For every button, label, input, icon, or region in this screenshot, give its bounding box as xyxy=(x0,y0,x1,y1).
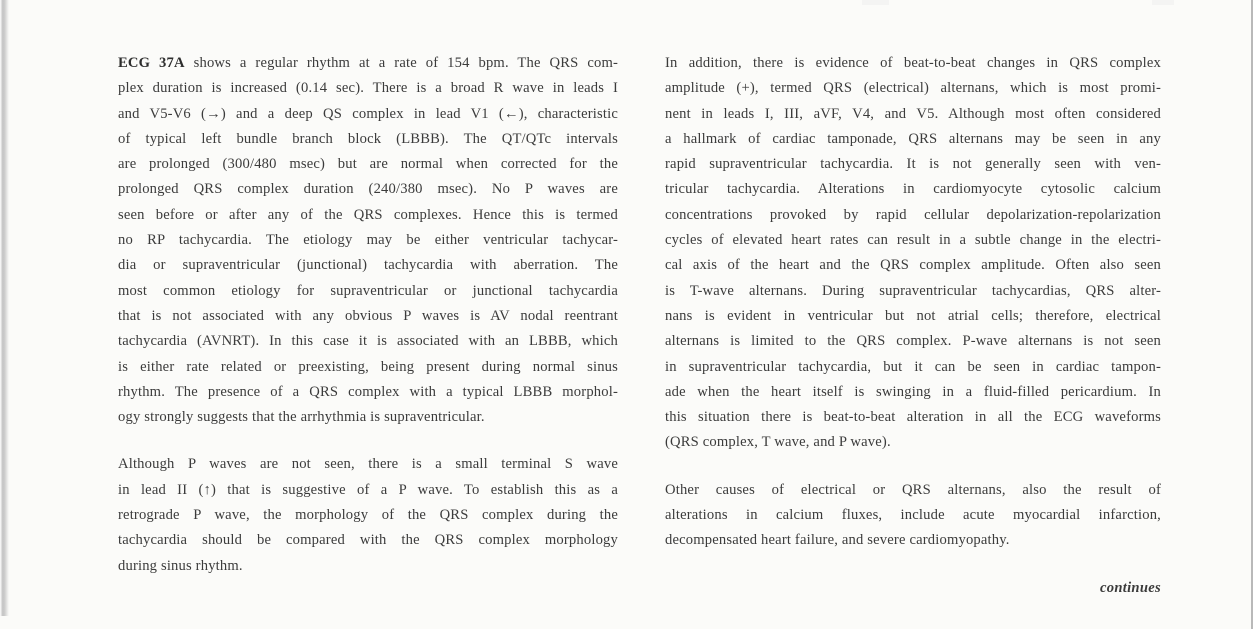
text-line: alternans is limited to the QRS complex. P-wave alternans is not seen xyxy=(665,333,1161,350)
text-line: and V5-V6 (→) and a deep QS complex in lead V1 (←), characteristic xyxy=(118,105,618,122)
text-line: concentrations provoked by rapid cellular depolarization-repolarization xyxy=(665,206,1161,223)
text-line: is T-wave alternans. During supraventricular tachycardias, QRS alter- xyxy=(665,282,1161,299)
text-column-left xyxy=(118,51,618,601)
scan-artifact-mark xyxy=(1152,0,1174,5)
text-line: ECG 37A shows a regular rhythm at a rate of 154 bpm. The QRS com- xyxy=(118,55,619,71)
text-column-right xyxy=(665,51,1161,601)
text-line: seen before or after any of the QRS complexes. Hence this is termed xyxy=(118,206,618,223)
text-line: tachycardia should be compared with the QRS complex morphology xyxy=(118,532,618,549)
text-line: that is not associated with any obvious P waves is AV nodal reentrant xyxy=(118,307,618,324)
text-line: a hallmark of cardiac tamponade, QRS alternans may be seen in any xyxy=(665,130,1161,147)
text-line: is either rate related or preexisting, being present during normal sinus xyxy=(118,358,618,375)
scan-artifact-mark xyxy=(862,0,889,5)
text-line: prolonged QRS complex duration (240/380 msec). No P waves are xyxy=(118,181,618,198)
text-line: rhythm. The presence of a QRS complex with a typical LBBB morphol- xyxy=(118,383,618,400)
text-line: nans is evident in ventricular but not atrial cells; therefore, electrical xyxy=(665,307,1161,324)
text-line: In addition, there is evidence of beat-to-beat changes in QRS complex xyxy=(665,55,1161,71)
text-line: dia or supraventricular (junctional) tachycardia with aberration. The xyxy=(118,257,618,274)
text-line: this situation there is beat-to-beat alteration in all the ECG waveforms xyxy=(665,409,1161,426)
text-line: alterations in calcium fluxes, include acute myocardial infarction, xyxy=(665,507,1161,524)
text-line: amplitude (+), termed QRS (electrical) alternans, which is most promi- xyxy=(665,80,1161,97)
text-line: tricular tachycardia. Alterations in cardiomyocyte cytosolic calcium xyxy=(665,181,1161,198)
text-line: in lead II (↑) that is suggestive of a P wave. To establish this as a xyxy=(118,481,618,498)
text-line: in supraventricular tachycardia, but it can be seen in cardiac tampon- xyxy=(665,358,1161,375)
paragraph xyxy=(118,51,618,430)
text-line: tachycardia (AVNRT). In this case it is associated with an LBBB, which xyxy=(118,333,618,350)
text-line: decompensated heart failure, and severe cardiomyopathy. xyxy=(665,532,1010,549)
paragraph xyxy=(118,452,618,578)
text-line: Other causes of electrical or QRS alternans, also the result of xyxy=(665,481,1161,498)
text-line: are prolonged (300/480 msec) but are normal when corrected for the xyxy=(118,156,618,173)
text-line: nent in leads I, III, aVF, V4, and V5. Although most often considered xyxy=(665,105,1161,122)
text-line: rapid supraventricular tachycardia. It is not generally seen with ven- xyxy=(665,156,1161,173)
text-line: no RP tachycardia. The etiology may be either ventricular tachycar- xyxy=(118,232,618,249)
continues-label: continues xyxy=(1099,579,1161,596)
text-line: retrograde P wave, the morphology of the QRS complex during the xyxy=(118,507,618,524)
paragraph xyxy=(665,51,1161,456)
text-line: cal axis of the heart and the QRS complex amplitude. Often also seen xyxy=(665,257,1161,274)
paragraph xyxy=(665,478,1161,554)
text-line: of typical left bundle branch block (LBBB). The QT/QTc intervals xyxy=(118,130,618,147)
text-line: plex duration is increased (0.14 sec). There is a broad R wave in leads I xyxy=(118,80,618,97)
text-line: Although P waves are not seen, there is a small terminal S wave xyxy=(118,456,618,473)
text-line: cycles of elevated heart rates can result in a subtle change in the electri- xyxy=(665,232,1161,249)
text-line: ogy strongly suggests that the arrhythmia is supraventricular. xyxy=(118,409,485,426)
text-line: most common etiology for supraventricular or junctional tachycardia xyxy=(118,282,618,299)
text-line: (QRS complex, T wave, and P wave). xyxy=(665,434,891,451)
text-line: ade when the heart itself is swinging in a fluid-filled pericardium. In xyxy=(665,383,1161,400)
text-line: during sinus rhythm. xyxy=(118,557,243,574)
page-left-edge-shadow xyxy=(0,0,9,616)
